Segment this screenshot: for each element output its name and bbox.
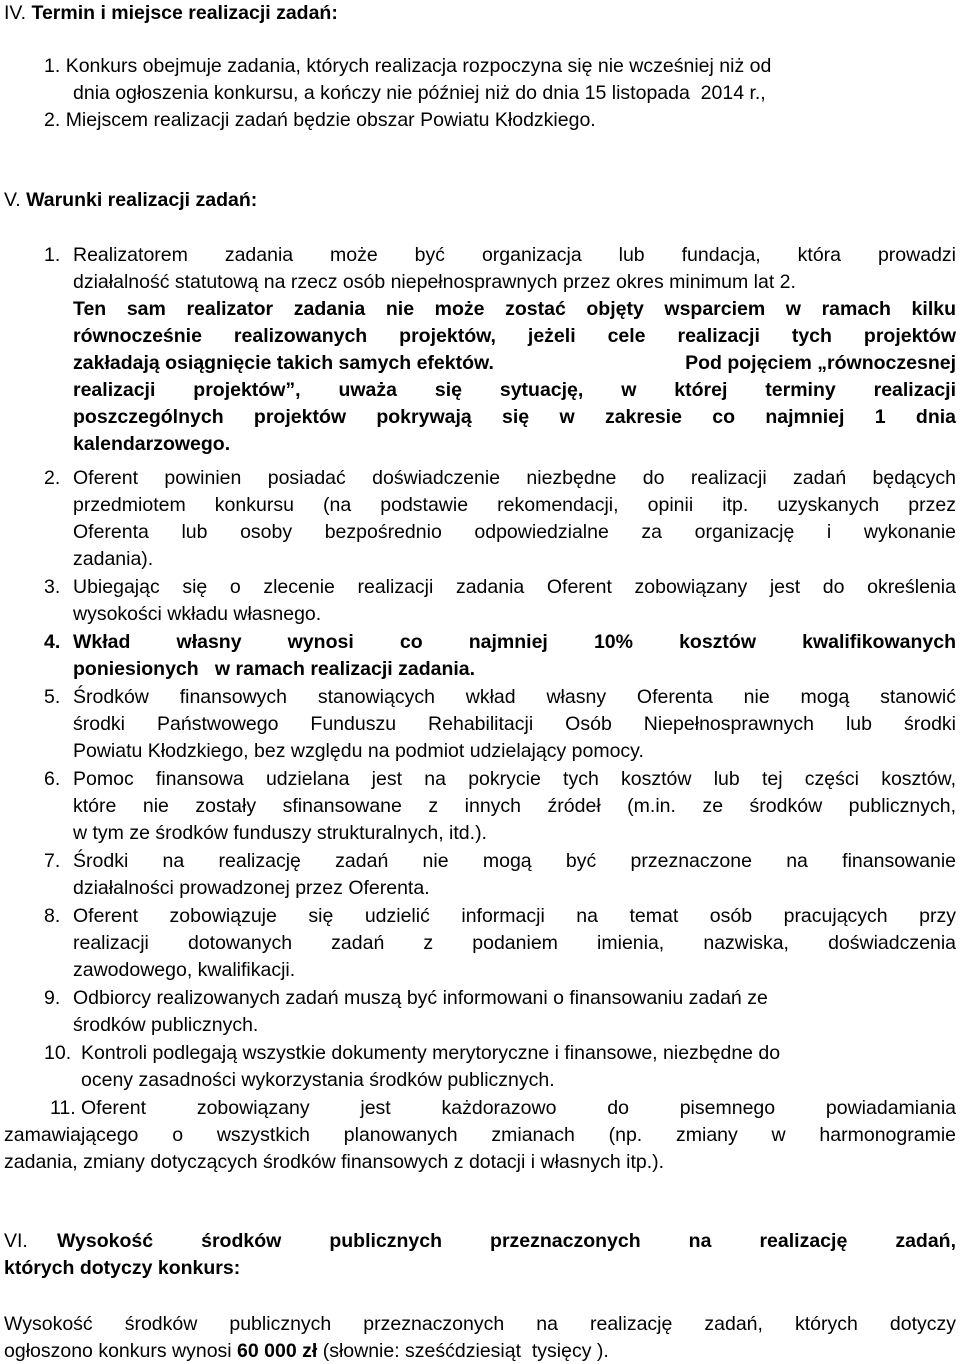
item-number: 11. bbox=[50, 1097, 76, 1119]
item-text: Realizatorem zadania może być organizacja lub fundacja, która prowadzi bbox=[73, 244, 956, 266]
section-iv-item-2 bbox=[44, 107, 596, 133]
item-text: które nie zostały sfinansowane z innych źródeł (m.in. ze środków publicznych, bbox=[73, 795, 956, 817]
item-number: 6. bbox=[44, 768, 61, 790]
item-text: wysokości wkładu własnego. bbox=[73, 603, 322, 625]
item-text: Wkład własny wynosi co najmniej 10% kosztów kwalifikowanych bbox=[73, 631, 956, 653]
paragraph-text bbox=[4, 1338, 609, 1364]
item-text: Powiatu Kłodzkiego, bez względu na podmiot udzielający pomocy. bbox=[73, 740, 644, 762]
item-text: Konkurs obejmuje zadania, których realizacja rozpoczyna się nie wcześniej niż od bbox=[65, 55, 772, 77]
item-text: Pomoc finansowa udzielana jest na pokrycie tych kosztów lub tej części kosztów, bbox=[73, 768, 956, 790]
item-text: poniesionych w ramach realizacji zadania. bbox=[73, 658, 476, 680]
item-text: środki Państwowego Funduszu Rehabilitacji Osób Niepełnosprawnych lub środki bbox=[73, 713, 956, 735]
item-text: zamawiającego o wszystkich planowanych zmianach (np. zmiany w harmonogramie bbox=[4, 1124, 956, 1146]
section-iv-item-1 bbox=[44, 53, 771, 79]
section-number: V. bbox=[4, 189, 21, 211]
section-number: IV. bbox=[4, 2, 27, 24]
item-text: zawodowego, kwalifikacji. bbox=[73, 959, 296, 981]
section-title: których dotyczy konkurs: bbox=[4, 1257, 241, 1279]
item-text-part: zakładają osiągnięcie takich samych efektów. bbox=[73, 352, 494, 374]
item-text: realizacji projektów”, uważa się sytuację, w której terminy realizacji bbox=[73, 379, 956, 401]
item-text: poszczególnych projektów pokrywają się w zakresie co najmniej 1 dnia bbox=[73, 406, 956, 428]
text-part: (słownie: sześćdziesiąt tysięcy ). bbox=[317, 1340, 609, 1362]
item-text: Oferent powinien posiadać doświadczenie niezbędne do realizacji zadań będących bbox=[73, 467, 956, 489]
item-text-part: Pod pojęciem „równoczesnej bbox=[685, 352, 956, 374]
item-text: Odbiorcy realizowanych zadań muszą być informowani o finansowaniu zadań ze bbox=[73, 987, 768, 1009]
item-text: zadania, zmiany dotyczących środków finansowych z dotacji i własnych itp.). bbox=[4, 1151, 665, 1173]
item-text: Ten sam realizator zadania nie może zostać objęty wsparciem w ramach kilku bbox=[73, 298, 956, 320]
section-title: Wysokość środków publicznych przeznaczonych na realizację zadań, bbox=[57, 1230, 956, 1252]
paragraph-text: Wysokość środków publicznych przeznaczonych na realizację zadań, których dotyczy bbox=[4, 1313, 956, 1335]
item-text: Oferent zobowiązuje się udzielić informacji na temat osób pracujących przy bbox=[73, 905, 956, 927]
section-title: Termin i miejsce realizacji zadań: bbox=[31, 2, 338, 24]
item-number: 7. bbox=[44, 850, 61, 872]
item-text: oceny zasadności wykorzystania środków publicznych. bbox=[81, 1069, 555, 1091]
item-text: Oferent zobowiązany jest każdorazowo do pisemnego powiadamiania bbox=[81, 1097, 956, 1119]
item-number: 3. bbox=[44, 576, 61, 598]
item-text: w tym ze środków funduszy strukturalnych, itd.). bbox=[73, 822, 487, 844]
item-number: 1. bbox=[44, 55, 61, 77]
item-text: Ubiegając się o zlecenie realizacji zadania Oferent zobowiązany jest do określenia bbox=[73, 576, 956, 598]
item-text: Środki na realizację zadań nie mogą być przeznaczone na finansowanie bbox=[73, 850, 956, 872]
item-text: Miejscem realizacji zadań będzie obszar Powiatu Kłodzkiego. bbox=[65, 109, 596, 131]
item-text: realizacji dotowanych zadań z podaniem imienia, nazwiska, doświadczenia bbox=[73, 932, 956, 954]
item-text: przedmiotem konkursu (na podstawie rekomendacji, opinii itp. uzyskanych przez bbox=[73, 494, 956, 516]
item-number: 1. bbox=[44, 244, 61, 266]
item-text: środków publicznych. bbox=[73, 1014, 259, 1036]
section-iv-heading bbox=[4, 0, 338, 26]
item-text: Środków finansowych stanowiących wkład własny Oferenta nie mogą stanowić bbox=[73, 686, 956, 708]
item-text: działalności prowadzonej przez Oferenta. bbox=[73, 877, 430, 899]
item-number: 4. bbox=[44, 631, 61, 653]
item-text: dnia ogłoszenia konkursu, a kończy nie później niż do dnia 15 listopada 2014 r., bbox=[73, 82, 766, 104]
item-text: kalendarzowego. bbox=[73, 433, 231, 455]
item-text: równocześnie realizowanych projektów, jeżeli cele realizacji tych projektów bbox=[73, 325, 956, 347]
item-number: 2. bbox=[44, 109, 61, 131]
text-part: ogłoszono konkurs wynosi bbox=[4, 1340, 238, 1362]
item-number: 5. bbox=[44, 686, 61, 708]
section-v-heading bbox=[4, 187, 257, 213]
item-text: Kontroli podlegają wszystkie dokumenty merytoryczne i finansowe, niezbędne do bbox=[81, 1042, 781, 1064]
item-number: 2. bbox=[44, 467, 61, 489]
item-number: 10. bbox=[44, 1042, 72, 1064]
item-number: 8. bbox=[44, 905, 61, 927]
item-text bbox=[73, 350, 956, 376]
section-title: Warunki realizacji zadań: bbox=[26, 189, 258, 211]
item-text: zadania). bbox=[73, 548, 154, 570]
item-text: Oferenta lub osoby bezpośrednio odpowiedzialne za organizację i wykonanie bbox=[73, 521, 956, 543]
item-text: działalność statutową na rzecz osób niepełnosprawnych przez okres minimum lat 2. bbox=[73, 271, 796, 293]
section-number: VI. bbox=[4, 1230, 28, 1252]
amount: 60 000 zł bbox=[237, 1340, 318, 1362]
item-number: 9. bbox=[44, 987, 61, 1009]
